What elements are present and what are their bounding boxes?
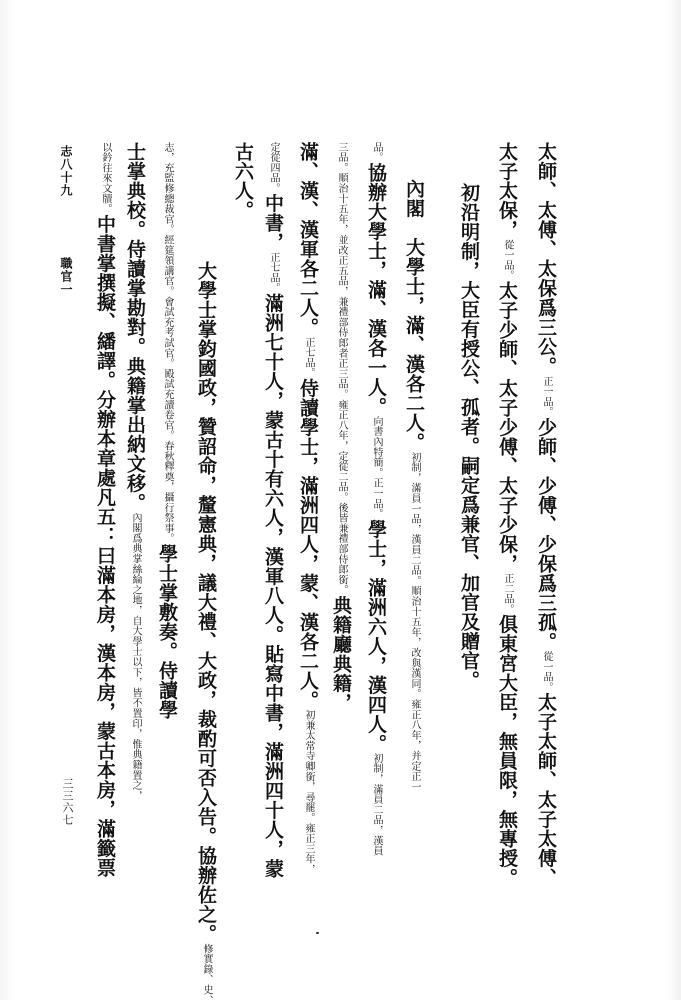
main-text: 古六人。 bbox=[232, 142, 254, 220]
main-text: 少師、少傅、少保爲三孤。 bbox=[535, 417, 557, 651]
annotation-text: 正七品。 bbox=[303, 337, 314, 378]
main-text: 俱東宮大臣，無員限，無專授。 bbox=[496, 614, 518, 887]
annotation-text: 內閣爲典掌絲綸之地，自大學士以下，皆不置印，惟典籍置之， bbox=[130, 513, 141, 801]
annotation-text: 從一品。 bbox=[541, 651, 552, 692]
text-column-6 bbox=[324, 142, 350, 832]
annotation-text: 正一品。 bbox=[541, 376, 552, 417]
text-column-1 bbox=[529, 142, 555, 832]
annotation-text: 正七品。 bbox=[268, 252, 279, 293]
annotation-text: 向書內特簡。正一品。 bbox=[371, 416, 382, 519]
main-text: 嗣定爲兼官、加官及贈官。 bbox=[458, 456, 480, 690]
main-text: 太師、太傅、太保爲三公。 bbox=[535, 142, 557, 376]
annotation-text: 品。 bbox=[371, 142, 382, 163]
main-text: 太子太師、太子太傅、 bbox=[535, 692, 557, 887]
main-text: 分辦本章處凡五：曰滿本房，漢本房，蒙古本房，滿籤票 bbox=[94, 390, 116, 878]
main-text: 侍讀學士，滿洲四人，蒙、漢各二人。 bbox=[297, 378, 319, 710]
text-column-7 bbox=[291, 142, 317, 832]
main-text: 初沿明制，大臣有授公、孤者。 bbox=[458, 183, 480, 456]
main-text: 典籍掌出納文移。 bbox=[124, 357, 146, 513]
main-text: 侍讀掌勘對。 bbox=[124, 240, 146, 357]
print-speck bbox=[316, 932, 319, 934]
text-column-12 bbox=[118, 142, 144, 832]
volume-label: 志八十九 bbox=[58, 145, 75, 197]
section-label: 職官一 bbox=[58, 257, 75, 296]
annotation-text: 志，充監修總裁官。經筵領講官。會試充考試官。殿試充讀卷官。春秋釋奠，攝行祭事。 bbox=[162, 142, 173, 544]
text-column-13 bbox=[88, 142, 114, 832]
text-column-3 bbox=[452, 183, 478, 833]
page-number: 三三六七 bbox=[59, 778, 75, 826]
text-column-10 bbox=[189, 261, 215, 833]
annotation-text: 三品。順治十五年，並改正五品，兼禮部侍郎者正三品。雍正八年，定從二品。後皆兼禮部侍郎銜。 bbox=[336, 142, 347, 595]
annotation-text: 初制，滿員一品，漢員二品。順治十五年，改與漢同。雍正八年，并定正一 bbox=[409, 452, 420, 792]
main-text: 學士，滿洲六人，漢四人。 bbox=[365, 519, 387, 753]
main-text: 內閣 bbox=[403, 179, 425, 238]
annotation-text: 修實錄、史、 bbox=[201, 944, 212, 1005]
annotation-text: 從一品。 bbox=[502, 240, 513, 281]
main-text: 滿、漢、漢軍各二人。 bbox=[297, 142, 319, 337]
main-text: 貼寫中書，滿洲四十人，蒙 bbox=[262, 644, 284, 878]
text-column-4 bbox=[397, 179, 423, 833]
main-text: 中書， bbox=[262, 194, 284, 253]
main-text: 侍讀學 bbox=[156, 661, 178, 720]
text-column-11 bbox=[150, 142, 176, 832]
main-text: 學士掌敷奏。 bbox=[156, 544, 178, 661]
text-column-5 bbox=[359, 142, 385, 832]
main-text: 協辦佐之。 bbox=[195, 846, 217, 944]
annotation-text: 以鈐往來文牘。 bbox=[100, 142, 111, 214]
main-text: 太子太保， bbox=[496, 142, 518, 240]
annotation-text: 定從四品。 bbox=[268, 142, 279, 194]
annotation-text: 初兼太常寺卿銜，尋罷。雍正三年， bbox=[303, 710, 314, 875]
main-text: 中書掌撰擬、繙譯。 bbox=[94, 214, 116, 390]
text-column-2 bbox=[490, 142, 516, 832]
annotation-text: 正二品。 bbox=[502, 573, 513, 614]
main-text: 太子少師、太子少傅、太子少保， bbox=[496, 281, 518, 574]
main-text: 大學士，滿、漢各二人。 bbox=[403, 238, 425, 453]
main-text: 滿洲七十人，蒙古十有六人，漢軍八人。 bbox=[262, 293, 284, 644]
main-text: 大學士掌鈞國政，贊詔命，釐憲典，議大禮、大政，裁酌可否入告。 bbox=[195, 261, 217, 846]
text-column-9 bbox=[226, 142, 252, 242]
text-column-8 bbox=[256, 142, 282, 832]
annotation-text: 初制，滿員二品，漢員 bbox=[371, 753, 382, 856]
main-text: 協辦大學士，滿、漢各一人。 bbox=[365, 163, 387, 417]
main-text: 士掌典校。 bbox=[124, 142, 146, 240]
main-text: 典籍廳典籍， bbox=[330, 595, 352, 712]
